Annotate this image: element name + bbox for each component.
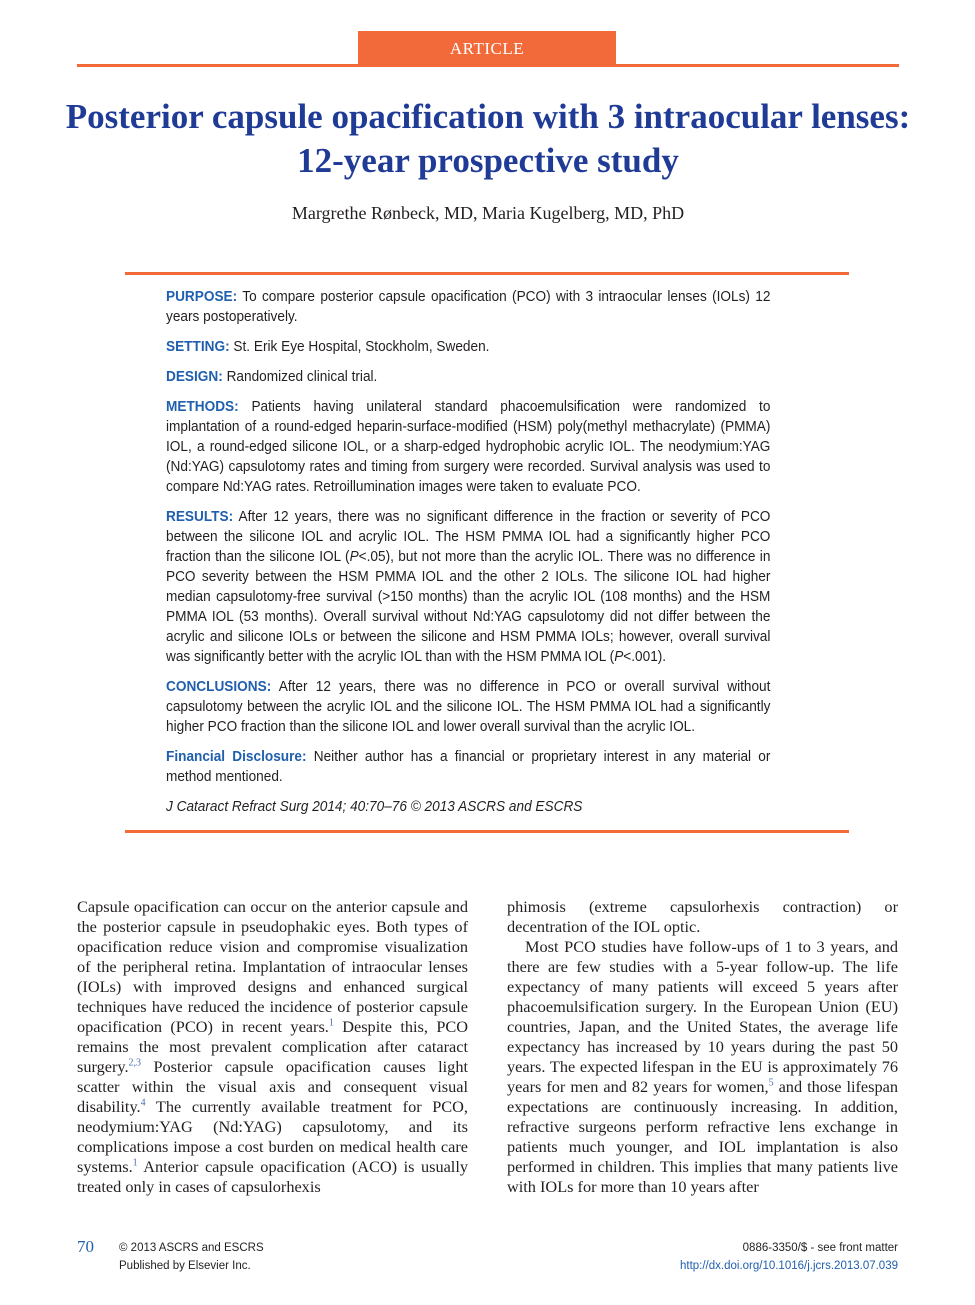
body-text: Capsule opacification can occur on the anterior capsule and the posterior capsule in pseudophakic eyes. Both types of opacification reduce vision and compromise visualization of the peripheral retina. Implantation of intraocular lenses (IOLs) with improved designs and enhanced surgical techniques have reduced the incidence of posterior capsule opacification (PCO) in recent years.	[77, 897, 468, 1036]
disclosure-label: Financial Disclosure:	[166, 749, 307, 765]
reference-link[interactable]: 1	[132, 1157, 138, 1169]
doi-link[interactable]: http://dx.doi.org/10.1016/j.jcrs.2013.07.039	[679, 1260, 898, 1272]
footer-right	[680, 1239, 898, 1275]
body-paragraph	[77, 897, 468, 1197]
section-tab: ARTICLE	[358, 31, 616, 65]
reference-link[interactable]: 2,3	[128, 1057, 142, 1069]
methods-text: Patients having unilateral standard phacoemulsification were randomized to implantation of a round-edged heparin-surface-modified (HSM) poly(methyl methacrylate) (PMMA) IOL, a round-edged silicone IOL, or a sharp-edged hydrophobic acrylic IOL. The neodymium:YAG (Nd:YAG) capsulotomy rates and timing from surgery were recorded. Survival analysis was used to compare Nd:YAG rates. Retroillumination images were taken to evaluate PCO.	[166, 399, 771, 495]
conclusions-label: CONCLUSIONS:	[166, 679, 272, 695]
body-text: and those lifespan expectations are continuously increasing. In addition, refractive surgeons perform refractive lens exchange in patients much younger, and IOL implantation is also performed in children. This implies that many patients live with IOLs for more than 10 years after	[507, 1077, 899, 1196]
results-label: RESULTS:	[166, 509, 234, 525]
p-value-symbol: P	[349, 549, 359, 565]
abstract-purpose	[166, 287, 770, 327]
abstract-bottom-rule	[125, 830, 849, 833]
header-rule	[77, 64, 899, 67]
conclusions-text: After 12 years, there was no difference in PCO or overall survival without capsulotomy between the acrylic IOL and the silicone IOL. The HSM PMMA IOL had a significantly higher PCO fraction than the silicone IOL and lower overall survival than the acrylic IOL.	[166, 679, 771, 735]
body-text: Despite this, PCO remains the most prevalent complication after cataract surgery.	[77, 1017, 468, 1076]
body-column-right	[507, 897, 898, 1197]
abstract-conclusions	[166, 677, 770, 737]
body-paragraph: phimosis (extreme capsulorhexis contraction) or decentration of the IOL optic.	[507, 897, 898, 936]
abstract	[166, 287, 770, 827]
reference-link[interactable]: 5	[768, 1077, 774, 1089]
body-text: Most PCO studies have follow-ups of 1 to 3 years, and there are few studies with a 5-year follow-up. The life expectancy of many patients will exceed 5 years after phacoemulsification surgery. In the European Union (EU) countries, Japan, and the United States, the average life expectancy has increased by 10 years during the past 50 years. The expected lifespan in the EU is approximately 76 years for men and 82 years for women,	[507, 937, 898, 1096]
results-text-3: <.001).	[623, 649, 667, 665]
page-number: 70	[77, 1237, 94, 1256]
body-text: Anterior capsule opacification (ACO) is usually treated only in cases of capsulorhexis	[77, 1157, 468, 1196]
journal-citation: J Cataract Refract Surg 2014; 40:70–76 © 2013 ASCRS and ESCRS	[166, 799, 583, 815]
body-text: Posterior capsule opacification causes light scatter within the visual axis and consequent visual disability.	[77, 1057, 468, 1116]
results-text-2: <.05), but not more than the acrylic IOL. There was no difference in PCO severity between the HSM PMMA IOL and the other 2 IOLs. The silicone IOL had higher median capsulotomy-free survival (>150 months) than the acrylic IOL (108 months) and the HSM PMMA IOL (53 months). Overall survival without Nd:YAG capsulotomy did not differ between the acrylic and silicone IOLs or between the silicone and HSM PMMA IOLs; however, overall survival was significantly better with the acrylic IOL than with the HSM PMMA IOL (	[166, 549, 771, 665]
footer-copyright: © 2013 ASCRS and ESCRS	[119, 1242, 264, 1254]
setting-label: SETTING:	[166, 339, 230, 355]
article-title: Posterior capsule opacification with 3 intraocular lenses: 12-year prospective study	[65, 97, 911, 180]
abstract-top-rule	[125, 272, 849, 275]
footer-issn: 0886-3350/$ - see front matter	[742, 1242, 898, 1254]
abstract-design	[166, 367, 770, 387]
footer-left	[119, 1239, 264, 1275]
purpose-text: To compare posterior capsule opacification (PCO) with 3 intraocular lenses (IOLs) 12 years postoperatively.	[166, 289, 771, 325]
reference-link[interactable]: 1	[328, 1017, 334, 1029]
p-value-symbol: P	[614, 649, 624, 665]
purpose-label: PURPOSE:	[166, 289, 238, 305]
body-text: The currently available treatment for PCO, neodymium:YAG (Nd:YAG) capsulotomy, and its complications impose a cost burden on medical health care systems.	[77, 1097, 468, 1176]
author-list: Margrethe Rønbeck, MD, Maria Kugelberg, MD, PhD	[291, 203, 685, 223]
body-paragraph	[507, 937, 898, 1197]
reference-link[interactable]: 4	[140, 1097, 146, 1109]
abstract-disclosure	[166, 747, 770, 787]
design-text: Randomized clinical trial.	[226, 369, 378, 385]
abstract-results	[166, 507, 770, 667]
disclosure-text: Neither author has a financial or proprietary interest in any material or method mentioned.	[166, 749, 771, 785]
abstract-methods	[166, 397, 770, 497]
design-label: DESIGN:	[166, 369, 223, 385]
body-column-left	[77, 897, 468, 1197]
methods-label: METHODS:	[166, 399, 239, 415]
footer-publisher: Published by Elsevier Inc.	[119, 1260, 251, 1272]
results-text-1: After 12 years, there was no significant difference in the fraction or severity of PCO between the silicone IOL and acrylic IOL. The HSM PMMA IOL had a significantly higher PCO fraction than the silicone IOL (	[166, 509, 771, 565]
setting-text: St. Erik Eye Hospital, Stockholm, Sweden.	[233, 339, 490, 355]
abstract-setting	[166, 337, 770, 357]
